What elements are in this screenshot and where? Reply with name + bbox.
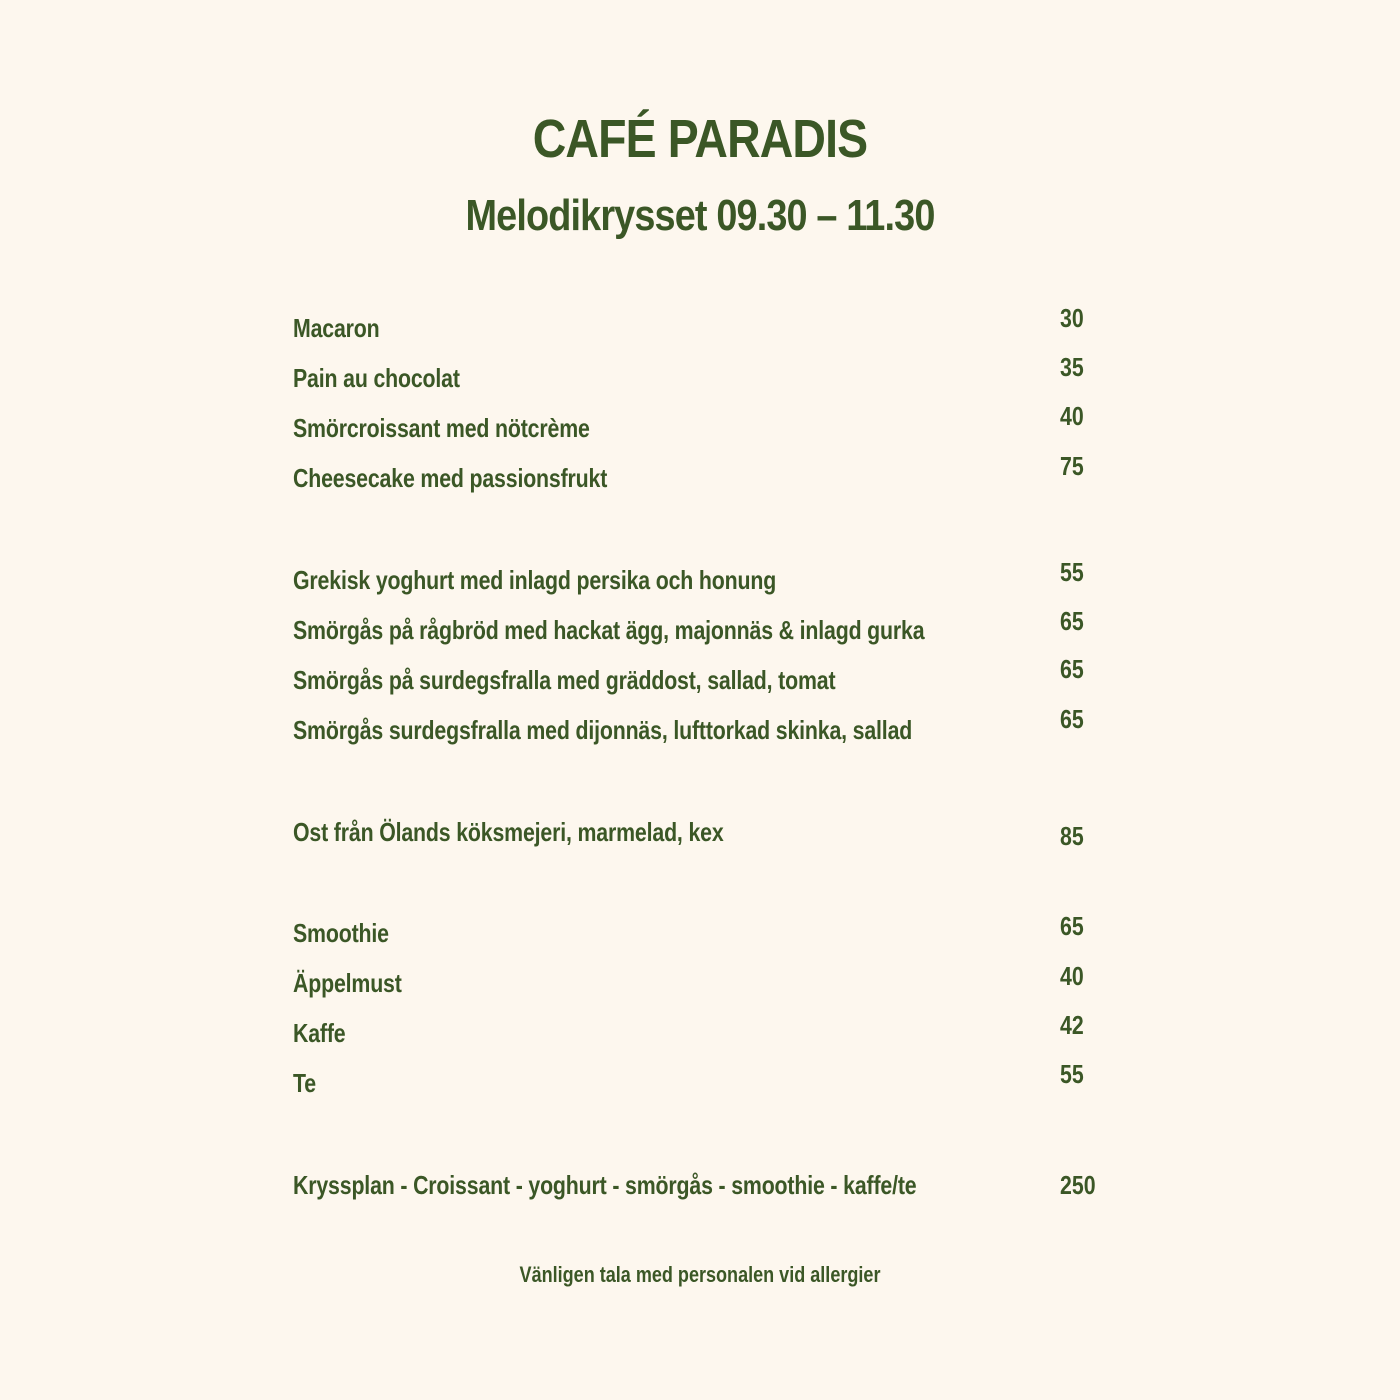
menu-item-price: 65 [1060, 911, 1084, 941]
menu-item-price: 55 [1060, 1059, 1084, 1089]
menu-item-name: Smörgås på surdegsfralla med gräddost, sallad, tomat [293, 665, 836, 695]
menu-subtitle: Melodikrysset 09.30 – 11.30 [465, 191, 935, 240]
kryssplan-item-price: 250 [1060, 1170, 1096, 1200]
menu-item-name: Cheesecake med passionsfrukt [293, 463, 608, 493]
menu-item-name: Smörgås surdegsfralla med dijonnäs, lufttorkad skinka, sallad [293, 715, 913, 745]
menu-item-price: 65 [1060, 704, 1084, 734]
menu-item-price: 40 [1060, 961, 1084, 991]
menu-item-price: 65 [1060, 654, 1084, 684]
menu-item-name: Macaron [293, 313, 380, 343]
menu-item-name: Ost från Ölands köksmejeri, marmelad, kex [293, 817, 724, 847]
allergy-note: Vänligen tala med personalen vid allergier [519, 1262, 881, 1287]
kryssplan-item-name: Kryssplan - Croissant - yoghurt - smörgås - smoothie - kaffe/te [293, 1170, 917, 1200]
cafe-title: CAFÉ PARADIS [532, 109, 868, 169]
menu-item-name: Grekisk yoghurt med inlagd persika och honung [293, 565, 777, 595]
menu-item-price: 42 [1060, 1010, 1084, 1040]
menu-item-name: Äppelmust [293, 968, 402, 998]
menu-item-price: 65 [1060, 606, 1084, 636]
menu-item-price: 35 [1060, 352, 1084, 382]
menu-item-price: 30 [1060, 303, 1084, 333]
menu-item-name: Smörgås på rågbröd med hackat ägg, majonnäs & inlagd gurka [293, 615, 925, 645]
menu-item-price: 85 [1060, 821, 1084, 851]
menu-item-price: 75 [1060, 451, 1084, 481]
menu-item-price: 55 [1060, 557, 1084, 587]
menu-item-name: Smörcroissant med nötcrème [293, 413, 590, 443]
menu-item-name: Kaffe [293, 1018, 346, 1048]
menu-item-name: Pain au chocolat [293, 363, 460, 393]
menu-item-name: Smoothie [293, 918, 389, 948]
menu-item-price: 40 [1060, 401, 1084, 431]
menu-item-name: Te [293, 1068, 316, 1098]
